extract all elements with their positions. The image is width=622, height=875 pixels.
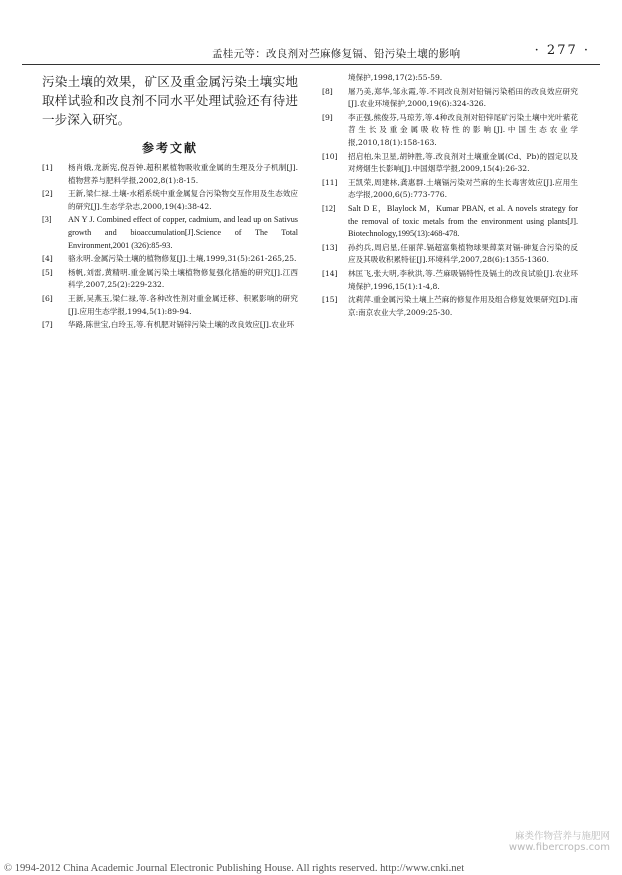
reference-number: [8] bbox=[322, 86, 333, 96]
reference-number: [5] bbox=[42, 267, 53, 277]
reference-number: [7] bbox=[42, 320, 53, 330]
body-paragraph: 污染土壤的效果，矿区及重金属污染土壤实地取样试验和改良剂不同水平处理试验还有待进一步深入研究。 bbox=[42, 74, 298, 127]
reference-number: [15] bbox=[322, 295, 338, 305]
reference-number: [2] bbox=[42, 189, 53, 199]
reference-item bbox=[322, 151, 578, 176]
reference-text: 林匡飞,张大明,李秋洪,等.苎麻吸镉特性及镉土的改良试验[J].农业环境保护,1996,15(1):1-4,8. bbox=[348, 268, 578, 291]
reference-item bbox=[322, 203, 578, 241]
reference-number: [11] bbox=[322, 177, 338, 187]
page-number: · 277 · bbox=[534, 43, 590, 58]
reference-item bbox=[42, 319, 298, 332]
reference-text: 孙约兵,周启星,任丽萍.镉超富集植物球果蔊菜对镉-砷复合污染的反应及其吸收积累特征[J].环境科学,2007,28(6):1355-1360. bbox=[348, 242, 578, 265]
reference-number: [12] bbox=[322, 203, 336, 213]
reference-text: 招启柏,朱卫星,胡钟胜,等.改良剂对土壤重金属(Cd、Pb)的固定以及对烤烟生长影响[J].中国烟草学报,2009,15(4):26-32. bbox=[348, 151, 578, 174]
watermark-title: 麻类作物营养与施肥网 bbox=[514, 831, 610, 842]
running-header bbox=[22, 44, 600, 65]
reference-number: [6] bbox=[42, 293, 53, 303]
references-heading: 参考文献 bbox=[141, 141, 198, 155]
reference-number: [9] bbox=[322, 112, 333, 122]
reference-text: 骆永明.金属污染土壤的植物修复[J].土壤,1999,31(5):261-265,25. bbox=[68, 254, 297, 264]
reference-number: [3] bbox=[42, 215, 52, 225]
running-title: 孟桂元等：改良剂对苎麻修复镉、铅污染土壤的影响 bbox=[212, 48, 461, 60]
reference-number: [4] bbox=[42, 254, 53, 264]
reference-text: 李正强,熊俊芬,马琼芳,等.4种改良剂对铅锌尾矿污染土壤中光叶紫花苕生长及重金属吸收特性的影响[J].中国生态农业学报,2010,18(1):158-163. bbox=[348, 112, 578, 147]
reference-item bbox=[42, 188, 298, 213]
reference-item bbox=[42, 214, 298, 252]
reference-item bbox=[322, 112, 578, 150]
copyright-footer: © 1994-2012 China Academic Journal Electronic Publishing House. All rights reserved. http://www.cnki.net bbox=[4, 863, 465, 874]
reference-item bbox=[42, 162, 298, 187]
reference-text: 沈莉萍.重金属污染土壤上苎麻的修复作用及组合修复效果研究[D].南京:南京农业大学,2009:25-30. bbox=[348, 295, 578, 317]
reference-continuation: 境保护,1998,17(2):55-59. bbox=[348, 73, 443, 82]
reference-item bbox=[42, 293, 298, 318]
watermark-url: www.fibercrops.com bbox=[508, 842, 610, 853]
reference-number: [13] bbox=[322, 242, 338, 252]
reference-number: [10] bbox=[322, 151, 338, 161]
reference-item bbox=[42, 253, 298, 266]
reference-list-right bbox=[322, 86, 578, 320]
reference-text: 王凯荣,周建林,龚惠群.土壤镉污染对苎麻的生长毒害效应[J].应用生态学报,2000,6(5):773-776. bbox=[348, 177, 578, 200]
reference-item bbox=[322, 86, 578, 111]
reference-text: Salt D E，Blaylock M，Kumar PBAN, et al. A novels strategy for the removal of toxic metals from the environment using plants[J]. Biotechnology,1995(13):468-478. bbox=[348, 203, 578, 239]
reference-item bbox=[322, 294, 578, 319]
reference-number: [14] bbox=[322, 268, 338, 278]
right-column bbox=[322, 72, 578, 320]
reference-text: AN Y J. Combined effect of copper, cadmium, and lead up on Sativus growth and bioaccumulation[J].Science of The Total Environment,2001 (326):85-93. bbox=[68, 215, 298, 250]
reference-text: 王新,梁仁禄.土壤-水稻系统中重金属复合污染物交互作用及生态效应的研究[J].生态学杂志,2000,19(4):38-42. bbox=[68, 189, 298, 211]
reference-item bbox=[42, 267, 298, 292]
reference-text: 华路,陈世宝,白玲玉,等.有机肥对镉锌污染土壤的改良效应[J].农业环 bbox=[68, 320, 295, 330]
reference-text: 屠乃美,郑华,邹永霞,等.不同改良剂对铅镉污染稻田的改良效应研究[J].农业环境保护,2000,19(6):324-326. bbox=[348, 86, 578, 109]
site-watermark bbox=[509, 828, 610, 853]
reference-number: [1] bbox=[42, 163, 53, 172]
left-column bbox=[42, 72, 298, 333]
reference-item bbox=[322, 242, 578, 267]
reference-text: 王新,吴燕玉,梁仁禄,等.各种改性剂对重金属迁移、积累影响的研究[J].应用生态学报,1994,5(1):89-94. bbox=[68, 293, 298, 316]
reference-text: 杨肖娥,龙新宪,倪吾钟.超积累植物吸收重金属的生理及分子机制[J].植物营养与肥料学报,2002,8(1):8-15. bbox=[68, 163, 298, 185]
reference-item bbox=[322, 268, 578, 293]
reference-item bbox=[322, 177, 578, 202]
reference-list-left bbox=[42, 162, 298, 332]
reference-text: 杨帆,刘雷,黄精明.重金属污染土壤植物修复强化措施的研究[J].江西科学,2007,25(2):229-232. bbox=[68, 267, 298, 290]
